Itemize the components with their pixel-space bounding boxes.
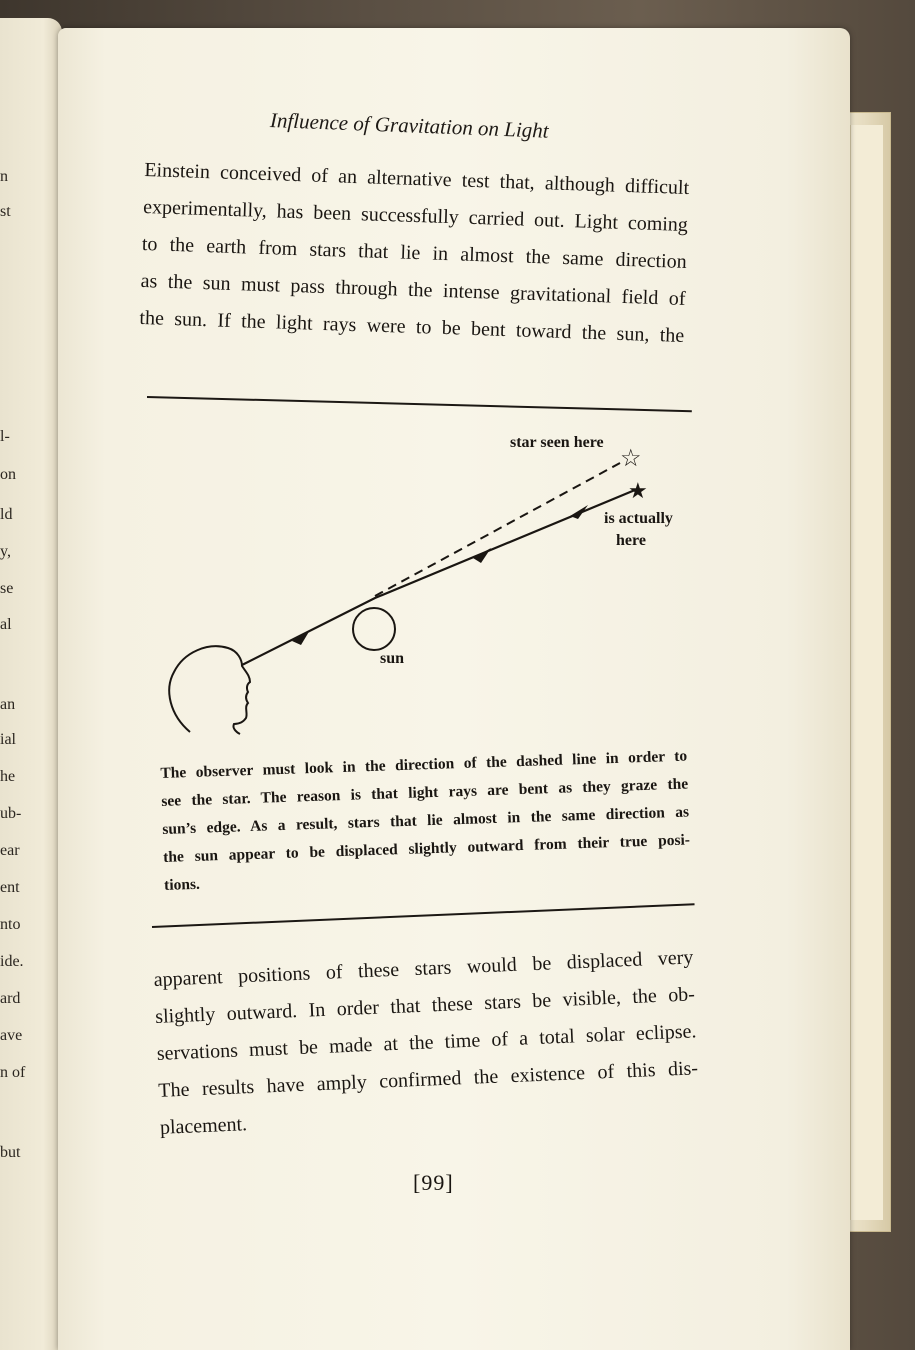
left-page-fragment: ent bbox=[0, 879, 20, 896]
light-bending-diagram bbox=[150, 420, 710, 750]
sun-circle bbox=[353, 608, 395, 650]
text-line: The results have amply confirmed the existence of this dis- bbox=[157, 1057, 699, 1102]
paragraph-top bbox=[139, 152, 690, 355]
observer-head bbox=[169, 646, 250, 734]
left-page-fragment: ear bbox=[0, 842, 20, 859]
left-page-fragment: al bbox=[0, 616, 12, 633]
text-line: servations must be made at the time of a total solar eclipse. bbox=[156, 1020, 697, 1065]
label-star-seen-here: star seen here bbox=[510, 434, 604, 451]
left-page-fragment: on bbox=[0, 466, 16, 483]
left-page-fragment: ub- bbox=[0, 805, 22, 822]
left-page-fragment: ial bbox=[0, 731, 16, 748]
text-line: to the earth from stars that lie in almost the same direction bbox=[141, 232, 688, 274]
left-page-fragment: st bbox=[0, 203, 11, 220]
left-page-fragment: n bbox=[0, 168, 8, 185]
caption-line: see the star. The reason is that light rays are bent as they graze the bbox=[161, 775, 689, 810]
book-page-edges-inner bbox=[850, 125, 883, 1220]
page-number: [99] bbox=[413, 1170, 454, 1195]
dashed-sightline bbox=[375, 463, 620, 596]
left-page-fragment: but bbox=[0, 1144, 21, 1161]
star-seen-icon: ☆ bbox=[620, 446, 642, 472]
label-here: here bbox=[616, 532, 646, 549]
left-page-fragment: ld bbox=[0, 506, 13, 523]
figure-caption bbox=[160, 743, 691, 900]
left-page-fragment: n of bbox=[0, 1064, 26, 1081]
star-actual-icon: ★ bbox=[628, 478, 648, 503]
caption-line: tions. bbox=[163, 875, 201, 894]
left-page-fragment: y, bbox=[0, 543, 11, 560]
left-page-fragment: an bbox=[0, 696, 16, 713]
arrow-head-icon bbox=[570, 505, 588, 519]
left-page-fragment: l- bbox=[0, 428, 10, 445]
caption-line: The observer must look in the direction of the dashed line in order to bbox=[160, 747, 688, 782]
left-page-fragment: ard bbox=[0, 990, 21, 1007]
caption-line: the sun appear to be displaced slightly outward from their true posi- bbox=[162, 831, 691, 866]
left-page-fragment: se bbox=[0, 580, 14, 597]
text-line: apparent positions of these stars would be displaced very bbox=[153, 946, 694, 991]
caption-line: sun’s edge. As a result, stars that lie almost in the same direction as bbox=[162, 803, 690, 838]
left-page-edge bbox=[0, 18, 62, 1350]
text-line: Einstein conceived of an alternative test that, although difficult bbox=[144, 158, 690, 200]
label-is-actually: is actually bbox=[604, 510, 673, 527]
left-page-fragment: ide. bbox=[0, 953, 24, 970]
text-line: slightly outward. In order that these stars be visible, the ob- bbox=[154, 983, 696, 1028]
paragraph-bottom bbox=[153, 939, 700, 1146]
text-line: as the sun must pass through the intense gravitational field of bbox=[140, 269, 686, 310]
left-page-fragment: ave bbox=[0, 1027, 23, 1044]
left-page-fragment: he bbox=[0, 768, 16, 785]
label-sun: sun bbox=[380, 650, 405, 667]
text-line: the sun. If the light rays were to be bent toward the sun, the bbox=[139, 306, 685, 347]
running-head: Influence of Gravitation on Light bbox=[269, 108, 550, 143]
text-line: experimentally, has been successfully carried out. Light coming bbox=[142, 195, 689, 237]
text-line: placement. bbox=[159, 1113, 248, 1139]
left-page-fragment: nto bbox=[0, 916, 21, 933]
